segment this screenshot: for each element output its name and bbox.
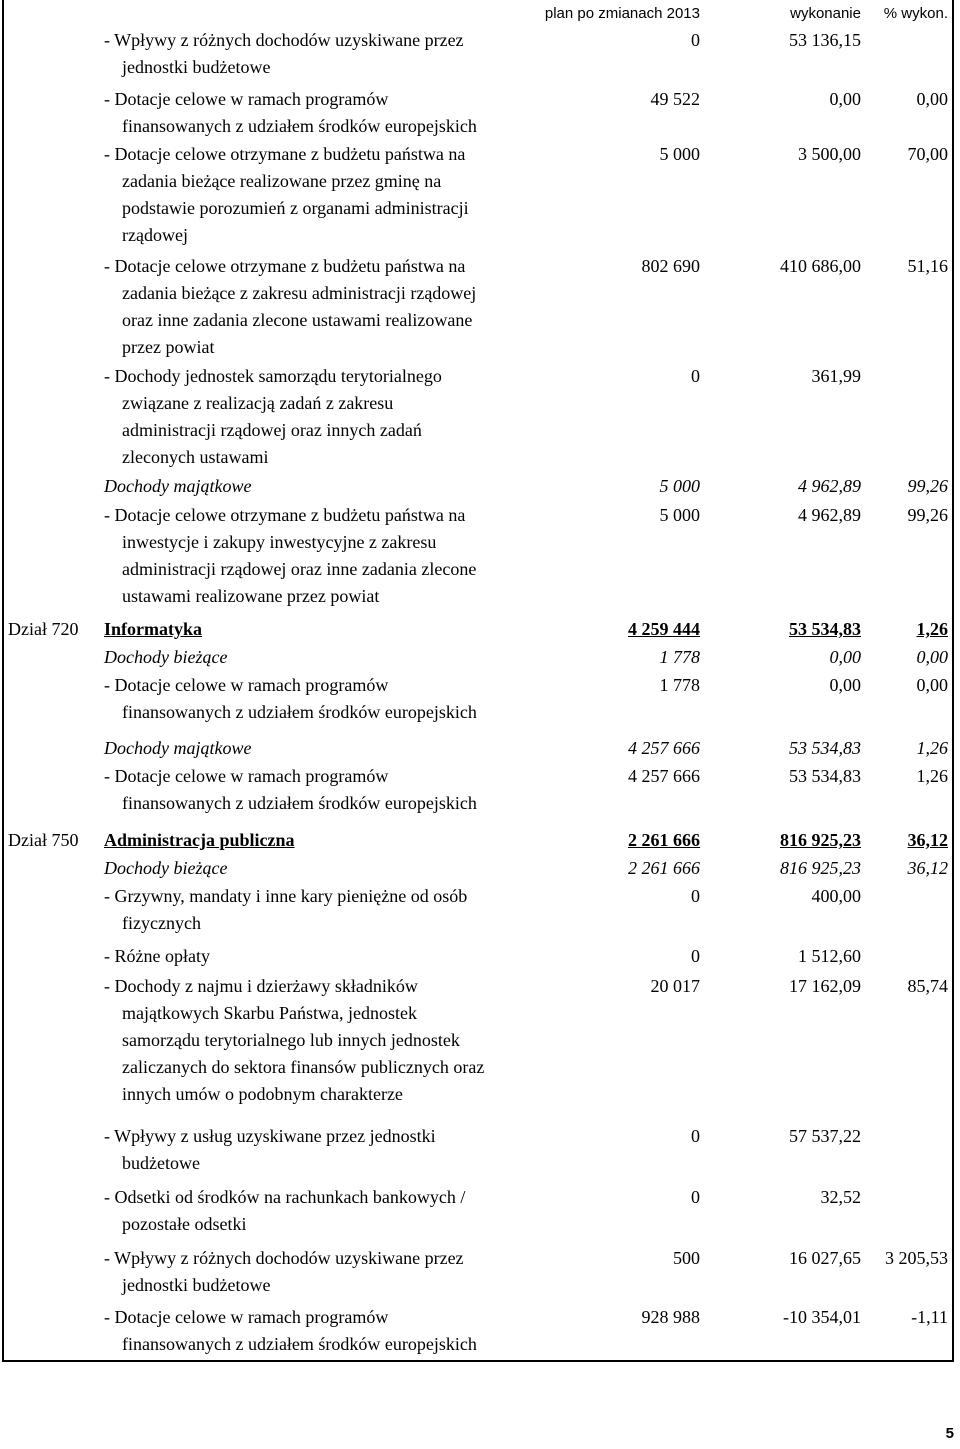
row-label bbox=[104, 943, 554, 970]
row-label bbox=[104, 644, 554, 671]
execution-value: 816 925,23 bbox=[780, 830, 861, 850]
execution-value: -10 354,01 bbox=[783, 1307, 861, 1327]
row-label-line: Informatyka bbox=[104, 619, 202, 639]
header-wykonanie: wykonanie bbox=[790, 5, 861, 22]
percent-value: 1,26 bbox=[916, 738, 948, 758]
execution-value: 16 027,65 bbox=[789, 1248, 861, 1268]
row-label-line: fizycznych bbox=[122, 913, 201, 933]
plan-value: 2 261 666 bbox=[628, 858, 700, 878]
plan-value: 928 988 bbox=[641, 1307, 700, 1327]
row-label-line: Dochody bieżące bbox=[104, 647, 228, 667]
row-label bbox=[104, 473, 554, 500]
row-label bbox=[104, 735, 554, 762]
row-label bbox=[104, 973, 554, 1108]
plan-value: 5 000 bbox=[659, 505, 700, 525]
row-label-line: - Grzywny, mandaty i inne kary pieniężne od osób bbox=[104, 886, 468, 906]
row-label-line: zleconych ustawami bbox=[122, 447, 269, 467]
row-label-line: innych umów o podobnym charakterze bbox=[122, 1084, 403, 1104]
execution-value: 17 162,09 bbox=[789, 976, 861, 996]
row-label-line: - Dotacje celowe otrzymane z budżetu państwa na bbox=[104, 256, 466, 276]
percent-value: 36,12 bbox=[907, 830, 948, 850]
row-label-line: samorządu terytorialnego lub innych jednostek bbox=[122, 1030, 460, 1050]
row-label bbox=[104, 827, 554, 854]
row-label-line: rządowej bbox=[122, 225, 188, 245]
row-label-line: - Wpływy z usług uzyskiwane przez jednostki bbox=[104, 1126, 436, 1146]
row-label-line: - Dochody jednostek samorządu terytorialnego bbox=[104, 366, 442, 386]
row-label-line: jednostki budżetowe bbox=[122, 57, 271, 77]
plan-value: 4 257 666 bbox=[628, 738, 700, 758]
plan-value: 0 bbox=[691, 1126, 700, 1146]
plan-value: 2 261 666 bbox=[628, 830, 700, 850]
execution-value: 410 686,00 bbox=[780, 256, 861, 276]
execution-value: 816 925,23 bbox=[780, 858, 861, 878]
row-label-line: majątkowych Skarbu Państwa, jednostek bbox=[122, 1003, 417, 1023]
row-label-line: - Dotacje celowe w ramach programów bbox=[104, 766, 389, 786]
row-label bbox=[104, 616, 554, 643]
execution-value: 32,52 bbox=[820, 1187, 861, 1207]
plan-value: 0 bbox=[691, 1187, 700, 1207]
percent-value: 1,26 bbox=[916, 766, 948, 786]
row-label-line: zadania bieżące realizowane przez gminę na bbox=[122, 171, 442, 191]
execution-value: 1 512,60 bbox=[798, 946, 861, 966]
dzial-code: Dział 720 bbox=[8, 619, 79, 639]
row-label bbox=[104, 1184, 554, 1238]
percent-value: 51,16 bbox=[907, 256, 948, 276]
row-label-line: pozostałe odsetki bbox=[122, 1214, 247, 1234]
row-label-line: - Różne opłaty bbox=[104, 946, 210, 966]
row-label-line: - Dotacje celowe w ramach programów bbox=[104, 1307, 389, 1327]
plan-value: 4 259 444 bbox=[628, 619, 700, 639]
page-number: 5 bbox=[945, 1425, 954, 1442]
percent-value: 1,26 bbox=[916, 619, 948, 639]
row-label bbox=[104, 363, 554, 471]
plan-value: 0 bbox=[691, 886, 700, 906]
execution-value: 0,00 bbox=[829, 89, 861, 109]
row-label-line: Dochody majątkowe bbox=[104, 476, 252, 496]
row-label bbox=[104, 855, 554, 882]
percent-value: -1,11 bbox=[911, 1307, 948, 1327]
row-label bbox=[104, 141, 554, 249]
percent-value: 99,26 bbox=[907, 505, 948, 525]
row-label-line: podstawie porozumień z organami administracji bbox=[122, 198, 469, 218]
row-label-line: finansowanych z udziałem środków europejskich bbox=[122, 116, 477, 136]
execution-value: 53 534,83 bbox=[789, 766, 861, 786]
row-label-line: - Wpływy z różnych dochodów uzyskiwane przez bbox=[104, 1248, 464, 1268]
row-label-line: zadania bieżące z zakresu administracji rządowej bbox=[122, 283, 477, 303]
row-label-line: - Dotacje celowe w ramach programów bbox=[104, 89, 389, 109]
row-label bbox=[104, 86, 554, 140]
row-label-line: - Dotacje celowe w ramach programów bbox=[104, 675, 389, 695]
plan-value: 0 bbox=[691, 946, 700, 966]
row-label-line: budżetowe bbox=[122, 1153, 200, 1173]
row-label-line: administracji rządowej oraz innych zadań bbox=[122, 420, 422, 440]
row-label bbox=[104, 1245, 554, 1299]
plan-value: 4 257 666 bbox=[628, 766, 700, 786]
row-label-line: ustawami realizowane przez powiat bbox=[122, 586, 380, 606]
row-label bbox=[104, 253, 554, 361]
row-label-line: inwestycje i zakupy inwestycyjne z zakresu bbox=[122, 532, 437, 552]
row-label-line: jednostki budżetowe bbox=[122, 1275, 271, 1295]
execution-value: 4 962,89 bbox=[798, 505, 861, 525]
row-label-line: przez powiat bbox=[122, 337, 215, 357]
percent-value: 70,00 bbox=[907, 144, 948, 164]
row-label bbox=[104, 672, 554, 726]
row-label-line: zaliczanych do sektora finansów publicznych oraz bbox=[122, 1057, 485, 1077]
row-label-line: - Dotacje celowe otrzymane z budżetu państwa na bbox=[104, 144, 466, 164]
row-label-line: - Dotacje celowe otrzymane z budżetu państwa na bbox=[104, 505, 466, 525]
header-plan: plan po zmianach 2013 bbox=[544, 5, 700, 22]
row-label bbox=[104, 763, 554, 817]
row-label-line: - Dochody z najmu i dzierżawy składników bbox=[104, 976, 418, 996]
row-label-line: Dochody bieżące bbox=[104, 858, 228, 878]
plan-value: 1 778 bbox=[659, 675, 700, 695]
execution-value: 361,99 bbox=[811, 366, 861, 386]
execution-value: 53 534,83 bbox=[789, 738, 861, 758]
header-percent: % wykon. bbox=[883, 5, 948, 22]
percent-value: 0,00 bbox=[916, 89, 948, 109]
row-label-line: - Odsetki od środków na rachunkach bankowych / bbox=[104, 1187, 466, 1207]
plan-value: 0 bbox=[691, 30, 700, 50]
percent-value: 0,00 bbox=[916, 647, 948, 667]
plan-value: 20 017 bbox=[650, 976, 700, 996]
row-label-line: Dochody majątkowe bbox=[104, 738, 252, 758]
plan-value: 802 690 bbox=[641, 256, 700, 276]
percent-value: 99,26 bbox=[907, 476, 948, 496]
execution-value: 53 136,15 bbox=[789, 30, 861, 50]
row-label bbox=[104, 1304, 554, 1358]
percent-value: 3 205,53 bbox=[885, 1248, 948, 1268]
plan-value: 1 778 bbox=[659, 647, 700, 667]
execution-value: 0,00 bbox=[829, 675, 861, 695]
percent-value: 36,12 bbox=[907, 858, 948, 878]
plan-value: 500 bbox=[673, 1248, 700, 1268]
row-label-line: finansowanych z udziałem środków europejskich bbox=[122, 1334, 477, 1354]
percent-value: 85,74 bbox=[907, 976, 948, 996]
row-label-line: finansowanych z udziałem środków europejskich bbox=[122, 793, 477, 813]
execution-value: 53 534,83 bbox=[789, 619, 861, 639]
execution-value: 400,00 bbox=[811, 886, 861, 906]
percent-value: 0,00 bbox=[916, 675, 948, 695]
plan-value: 5 000 bbox=[659, 476, 700, 496]
row-label-line: związane z realizacją zadań z zakresu bbox=[122, 393, 394, 413]
row-label-line: - Wpływy z różnych dochodów uzyskiwane przez bbox=[104, 30, 464, 50]
row-label-line: oraz inne zadania zlecone ustawami realizowane bbox=[122, 310, 473, 330]
plan-value: 49 522 bbox=[650, 89, 700, 109]
row-label-line: administracji rządowej oraz inne zadania zlecone bbox=[122, 559, 477, 579]
table-header bbox=[0, 2, 960, 24]
row-label bbox=[104, 27, 554, 81]
plan-value: 0 bbox=[691, 366, 700, 386]
row-label-line: finansowanych z udziałem środków europejskich bbox=[122, 702, 477, 722]
execution-value: 3 500,00 bbox=[798, 144, 861, 164]
row-label-line: Administracja publiczna bbox=[104, 830, 295, 850]
row-label bbox=[104, 502, 554, 610]
dzial-code: Dział 750 bbox=[8, 830, 79, 850]
execution-value: 57 537,22 bbox=[789, 1126, 861, 1146]
execution-value: 0,00 bbox=[829, 647, 861, 667]
plan-value: 5 000 bbox=[659, 144, 700, 164]
row-label bbox=[104, 883, 554, 937]
execution-value: 4 962,89 bbox=[798, 476, 861, 496]
row-label bbox=[104, 1123, 554, 1177]
